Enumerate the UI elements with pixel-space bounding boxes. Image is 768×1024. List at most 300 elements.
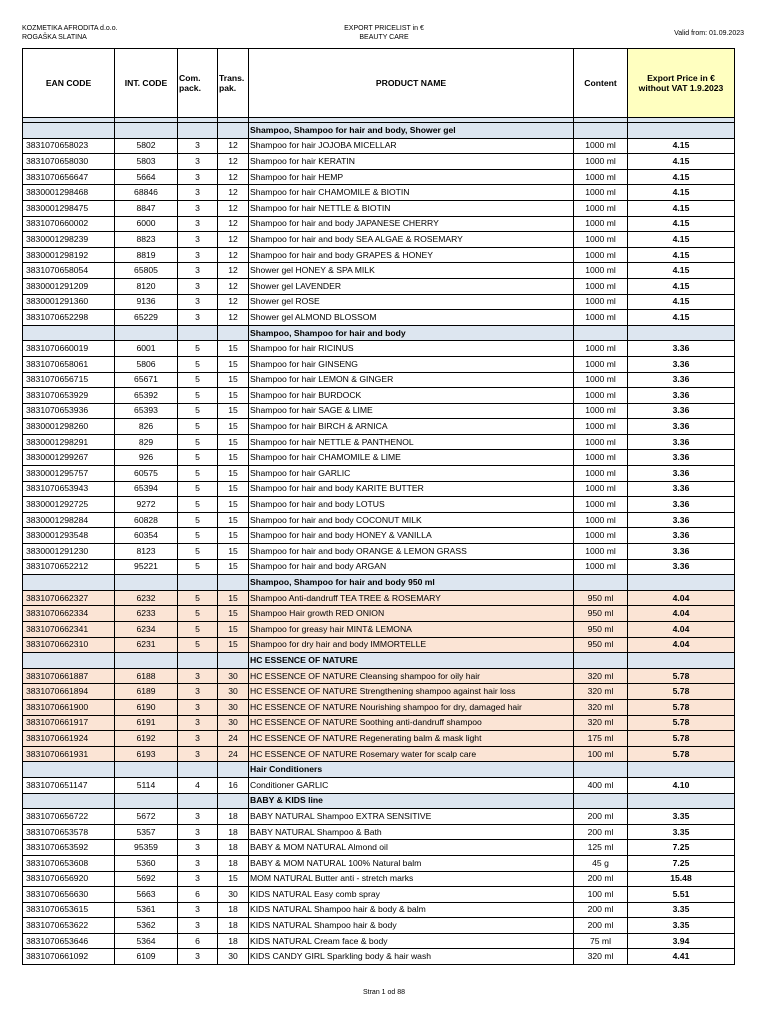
product-name-cell: HC ESSENCE OF NATURE Regenerating balm & mask light	[249, 731, 574, 747]
price-cell: 3.36	[628, 434, 735, 450]
product-name-cell: Shampoo for hair and body ARGAN	[249, 559, 574, 575]
price-cell: 4.15	[628, 154, 735, 170]
trans-pak-cell: 15	[218, 481, 249, 497]
price-cell: 3.35	[628, 809, 735, 825]
content-cell: 1000 ml	[574, 138, 628, 154]
trans-pak-cell: 12	[218, 294, 249, 310]
content-cell: 175 ml	[574, 731, 628, 747]
table-row	[23, 341, 735, 357]
product-name-cell: BABY NATURAL Shampoo EXTRA SENSITIVE	[249, 809, 574, 825]
table-row	[23, 559, 735, 575]
int-code-cell: 829	[115, 434, 178, 450]
trans-pak-cell: 16	[218, 777, 249, 793]
int-code-cell: 5692	[115, 871, 178, 887]
trans-pak-cell: 30	[218, 949, 249, 965]
int-code-cell: 5803	[115, 154, 178, 170]
price-cell: 3.36	[628, 544, 735, 560]
trans-pak-cell: 18	[218, 855, 249, 871]
com-pack-cell: 5	[178, 419, 218, 435]
content-cell: 950 ml	[574, 637, 628, 653]
product-name-cell: Shampoo for hair BURDOCK	[249, 388, 574, 404]
ean-code-cell: 3831070652212	[23, 559, 115, 575]
ean-code-cell: 3831070653578	[23, 824, 115, 840]
content-cell: 320 ml	[574, 949, 628, 965]
ean-code-cell: 3831070662310	[23, 637, 115, 653]
int-code-cell: 5114	[115, 777, 178, 793]
content-cell: 1000 ml	[574, 247, 628, 263]
price-cell: 3.35	[628, 902, 735, 918]
int-code-cell: 65393	[115, 403, 178, 419]
product-name-cell: BABY & MOM NATURAL 100% Natural balm	[249, 855, 574, 871]
product-name-cell: Shower gel HONEY & SPA MILK	[249, 263, 574, 279]
category-title: BABY & KIDS line	[249, 793, 574, 809]
product-name-cell: Shampoo Hair growth RED ONION	[249, 606, 574, 622]
table-row	[23, 933, 735, 949]
int-code-cell: 95221	[115, 559, 178, 575]
valid-from: Valid from: 01.09.2023	[674, 30, 744, 37]
int-code-cell: 5802	[115, 138, 178, 154]
product-name-cell: Conditioner GARLIC	[249, 777, 574, 793]
title-line2: BEAUTY CARE	[359, 34, 409, 41]
ean-code-cell: 3831070661900	[23, 699, 115, 715]
content-cell: 1000 ml	[574, 310, 628, 326]
com-pack-cell: 3	[178, 169, 218, 185]
price-cell: 4.15	[628, 247, 735, 263]
table-row	[23, 918, 735, 934]
com-pack-cell: 5	[178, 466, 218, 482]
int-code-cell: 65671	[115, 372, 178, 388]
table-row	[23, 949, 735, 965]
table-row	[23, 497, 735, 513]
product-name-cell: Shampoo for hair RICINUS	[249, 341, 574, 357]
price-cell: 5.78	[628, 731, 735, 747]
product-name-cell: HC ESSENCE OF NATURE Nourishing shampoo for dry, damaged hair	[249, 699, 574, 715]
price-cell: 4.15	[628, 169, 735, 185]
trans-pak-cell: 15	[218, 419, 249, 435]
trans-pak-cell: 15	[218, 434, 249, 450]
table-body	[23, 123, 735, 965]
company-name: KOZMETIKA AFRODITA d.o.o.	[22, 25, 118, 32]
ean-code-cell: 3831070658023	[23, 138, 115, 154]
content-cell: 1000 ml	[574, 200, 628, 216]
content-cell: 1000 ml	[574, 169, 628, 185]
product-name-cell: MOM NATURAL Butter anti - stretch marks	[249, 871, 574, 887]
int-code-cell: 60828	[115, 512, 178, 528]
ean-code-cell: 3830001298468	[23, 185, 115, 201]
product-name-cell: Shampoo for hair and body COCONUT MILK	[249, 512, 574, 528]
int-code-cell: 926	[115, 450, 178, 466]
ean-code-cell: 3830001298284	[23, 512, 115, 528]
com-pack-cell: 3	[178, 216, 218, 232]
product-name-cell: Shampoo for hair and body SEA ALGAE & ROSEMARY	[249, 232, 574, 248]
ean-code-cell: 3830001298475	[23, 200, 115, 216]
product-name-cell: KIDS NATURAL Easy comb spray	[249, 887, 574, 903]
ean-code-cell: 3831070651147	[23, 777, 115, 793]
ean-code-cell: 3831070661092	[23, 949, 115, 965]
table-row	[23, 606, 735, 622]
col-ean-header: EAN CODE	[23, 49, 115, 118]
product-name-cell: BABY & MOM NATURAL Almond oil	[249, 840, 574, 856]
com-pack-cell: 5	[178, 622, 218, 638]
trans-pak-cell: 15	[218, 497, 249, 513]
trans-pak-cell: 15	[218, 871, 249, 887]
product-name-cell: Shampoo for hair CHAMOMILE & LIME	[249, 450, 574, 466]
table-row	[23, 154, 735, 170]
int-code-cell: 65805	[115, 263, 178, 279]
com-pack-cell: 5	[178, 341, 218, 357]
table-row	[23, 699, 735, 715]
ean-code-cell: 3830001295757	[23, 466, 115, 482]
product-name-cell: Shampoo for hair and body GRAPES & HONEY	[249, 247, 574, 263]
com-pack-cell: 3	[178, 294, 218, 310]
ean-code-cell: 3831070656647	[23, 169, 115, 185]
int-code-cell: 5361	[115, 902, 178, 918]
ean-code-cell: 3831070656920	[23, 871, 115, 887]
content-cell: 1000 ml	[574, 497, 628, 513]
trans-pak-cell: 12	[218, 200, 249, 216]
com-pack-cell: 3	[178, 247, 218, 263]
product-name-cell: Shampoo for dry hair and body IMMORTELLE	[249, 637, 574, 653]
table-row	[23, 200, 735, 216]
com-pack-cell: 5	[178, 481, 218, 497]
ean-code-cell: 3831070656722	[23, 809, 115, 825]
int-code-cell: 65392	[115, 388, 178, 404]
ean-code-cell: 3830001291360	[23, 294, 115, 310]
table-row	[23, 466, 735, 482]
com-pack-cell: 3	[178, 746, 218, 762]
com-pack-cell: 3	[178, 154, 218, 170]
table-row	[23, 777, 735, 793]
trans-pak-cell: 12	[218, 154, 249, 170]
ean-code-cell: 3831070661917	[23, 715, 115, 731]
price-cell: 3.36	[628, 450, 735, 466]
content-cell: 1000 ml	[574, 341, 628, 357]
table-row	[23, 746, 735, 762]
price-cell: 4.04	[628, 606, 735, 622]
int-code-cell: 60575	[115, 466, 178, 482]
product-name-cell: Shower gel LAVENDER	[249, 278, 574, 294]
trans-pak-cell: 12	[218, 247, 249, 263]
trans-pak-cell: 18	[218, 824, 249, 840]
price-cell: 3.35	[628, 918, 735, 934]
table-row	[23, 481, 735, 497]
product-name-cell: Shampoo for hair and body LOTUS	[249, 497, 574, 513]
ean-code-cell: 3831070660019	[23, 341, 115, 357]
int-code-cell: 6234	[115, 622, 178, 638]
int-code-cell: 9136	[115, 294, 178, 310]
trans-pak-cell: 15	[218, 544, 249, 560]
ean-code-cell: 3830001292725	[23, 497, 115, 513]
ean-code-cell: 3830001298192	[23, 247, 115, 263]
price-cell: 5.78	[628, 715, 735, 731]
int-code-cell: 6188	[115, 668, 178, 684]
ean-code-cell: 3831070653622	[23, 918, 115, 934]
trans-pak-cell: 30	[218, 668, 249, 684]
product-name-cell: HC ESSENCE OF NATURE Soothing anti-dandruff shampoo	[249, 715, 574, 731]
product-name-cell: BABY NATURAL Shampoo & Bath	[249, 824, 574, 840]
ean-code-cell: 3831070658061	[23, 356, 115, 372]
price-cell: 3.36	[628, 356, 735, 372]
product-name-cell: HC ESSENCE OF NATURE Rosemary water for scalp care	[249, 746, 574, 762]
table-row	[23, 824, 735, 840]
com-pack-cell: 5	[178, 559, 218, 575]
com-pack-cell: 3	[178, 138, 218, 154]
price-cell: 4.15	[628, 138, 735, 154]
com-pack-cell: 5	[178, 512, 218, 528]
ean-code-cell: 3831070653943	[23, 481, 115, 497]
content-cell: 320 ml	[574, 715, 628, 731]
price-cell: 4.15	[628, 278, 735, 294]
table-row	[23, 684, 735, 700]
ean-code-cell: 3831070661931	[23, 746, 115, 762]
document-title	[0, 24, 768, 42]
com-pack-cell: 3	[178, 232, 218, 248]
ean-code-cell: 3831070653929	[23, 388, 115, 404]
product-name-cell: Shampoo for hair and body ORANGE & LEMON GRASS	[249, 544, 574, 560]
table-row	[23, 434, 735, 450]
price-cell: 7.25	[628, 855, 735, 871]
table-row	[23, 419, 735, 435]
content-cell: 1000 ml	[574, 372, 628, 388]
category-title: Shampoo, Shampoo for hair and body, Shower gel	[249, 123, 574, 139]
trans-pak-cell: 12	[218, 138, 249, 154]
ean-code-cell: 3831070653936	[23, 403, 115, 419]
table-header-row	[23, 49, 735, 118]
int-code-cell: 8823	[115, 232, 178, 248]
price-cell: 3.36	[628, 512, 735, 528]
col-product-name-header: PRODUCT NAME	[249, 49, 574, 118]
trans-pak-cell: 18	[218, 902, 249, 918]
price-cell: 4.15	[628, 232, 735, 248]
content-cell: 1000 ml	[574, 263, 628, 279]
com-pack-cell: 5	[178, 388, 218, 404]
product-name-cell: Shampoo for hair SAGE & LIME	[249, 403, 574, 419]
trans-pak-cell: 30	[218, 699, 249, 715]
content-cell: 1000 ml	[574, 450, 628, 466]
int-code-cell: 6001	[115, 341, 178, 357]
table-row	[23, 528, 735, 544]
content-cell: 320 ml	[574, 699, 628, 715]
com-pack-cell: 3	[178, 809, 218, 825]
int-code-cell: 6232	[115, 590, 178, 606]
price-cell: 3.35	[628, 824, 735, 840]
ean-code-cell: 3831070652298	[23, 310, 115, 326]
table-row	[23, 887, 735, 903]
ean-code-cell: 3830001299267	[23, 450, 115, 466]
com-pack-cell: 6	[178, 933, 218, 949]
product-name-cell: Shampoo for hair LEMON & GINGER	[249, 372, 574, 388]
trans-pak-cell: 18	[218, 840, 249, 856]
content-cell: 125 ml	[574, 840, 628, 856]
com-pack-cell: 5	[178, 637, 218, 653]
content-cell: 45 g	[574, 855, 628, 871]
price-cell: 4.41	[628, 949, 735, 965]
table-row	[23, 855, 735, 871]
price-cell: 3.36	[628, 497, 735, 513]
int-code-cell: 5362	[115, 918, 178, 934]
category-title: HC ESSENCE OF NATURE	[249, 653, 574, 669]
table-row	[23, 544, 735, 560]
table-row	[23, 450, 735, 466]
ean-code-cell: 3831070653608	[23, 855, 115, 871]
content-cell: 950 ml	[574, 606, 628, 622]
trans-pak-cell: 15	[218, 528, 249, 544]
category-title: Shampoo, Shampoo for hair and body	[249, 325, 574, 341]
content-cell: 1000 ml	[574, 388, 628, 404]
trans-pak-cell: 15	[218, 450, 249, 466]
int-code-cell: 8123	[115, 544, 178, 560]
content-cell: 100 ml	[574, 746, 628, 762]
table-row	[23, 310, 735, 326]
price-cell: 3.36	[628, 403, 735, 419]
content-cell: 200 ml	[574, 809, 628, 825]
table-row	[23, 622, 735, 638]
com-pack-cell: 5	[178, 356, 218, 372]
table-row	[23, 902, 735, 918]
price-cell: 5.78	[628, 746, 735, 762]
content-cell: 1000 ml	[574, 419, 628, 435]
table-row	[23, 637, 735, 653]
price-cell: 3.36	[628, 372, 735, 388]
com-pack-cell: 5	[178, 403, 218, 419]
int-code-cell: 95359	[115, 840, 178, 856]
pricelist-table	[22, 48, 735, 965]
trans-pak-cell: 24	[218, 746, 249, 762]
product-name-cell: Shampoo for hair GINSENG	[249, 356, 574, 372]
com-pack-cell: 3	[178, 263, 218, 279]
ean-code-cell: 3831070656715	[23, 372, 115, 388]
price-cell: 3.36	[628, 388, 735, 404]
price-cell: 3.94	[628, 933, 735, 949]
trans-pak-cell: 18	[218, 918, 249, 934]
col-com-pack-header: Com. pack.	[178, 49, 218, 118]
col-trans-pak-header: Trans. pak.	[218, 49, 249, 118]
table-row	[23, 356, 735, 372]
com-pack-cell: 3	[178, 902, 218, 918]
category-row	[23, 793, 735, 809]
ean-code-cell: 3830001293548	[23, 528, 115, 544]
trans-pak-cell: 12	[218, 185, 249, 201]
price-cell: 4.15	[628, 263, 735, 279]
trans-pak-cell: 12	[218, 278, 249, 294]
content-cell: 1000 ml	[574, 154, 628, 170]
int-code-cell: 5664	[115, 169, 178, 185]
com-pack-cell: 5	[178, 590, 218, 606]
content-cell: 1000 ml	[574, 434, 628, 450]
com-pack-cell: 3	[178, 278, 218, 294]
content-cell: 320 ml	[574, 668, 628, 684]
price-cell: 5.51	[628, 887, 735, 903]
com-pack-cell: 3	[178, 185, 218, 201]
table-row	[23, 263, 735, 279]
product-name-cell: KIDS NATURAL Shampoo hair & body	[249, 918, 574, 934]
category-row	[23, 325, 735, 341]
product-name-cell: Shampoo for hair CHAMOMILE & BIOTIN	[249, 185, 574, 201]
trans-pak-cell: 15	[218, 590, 249, 606]
com-pack-cell: 5	[178, 528, 218, 544]
category-row	[23, 762, 735, 778]
content-cell: 400 ml	[574, 777, 628, 793]
content-cell: 1000 ml	[574, 403, 628, 419]
table-row	[23, 715, 735, 731]
price-cell: 4.04	[628, 590, 735, 606]
int-code-cell: 6190	[115, 699, 178, 715]
product-name-cell: Shampoo for hair JOJOBA MICELLAR	[249, 138, 574, 154]
ean-code-cell: 3831070658030	[23, 154, 115, 170]
trans-pak-cell: 30	[218, 684, 249, 700]
category-row	[23, 575, 735, 591]
content-cell: 1000 ml	[574, 356, 628, 372]
ean-code-cell: 3831070653615	[23, 902, 115, 918]
content-cell: 1000 ml	[574, 481, 628, 497]
com-pack-cell: 3	[178, 855, 218, 871]
int-code-cell: 9272	[115, 497, 178, 513]
int-code-cell: 6189	[115, 684, 178, 700]
table-row	[23, 668, 735, 684]
trans-pak-cell: 15	[218, 372, 249, 388]
com-pack-cell: 6	[178, 887, 218, 903]
com-pack-cell: 5	[178, 450, 218, 466]
int-code-cell: 8819	[115, 247, 178, 263]
trans-pak-cell: 15	[218, 356, 249, 372]
trans-pak-cell: 15	[218, 341, 249, 357]
content-cell: 200 ml	[574, 824, 628, 840]
content-cell: 950 ml	[574, 590, 628, 606]
ean-code-cell: 3831070661894	[23, 684, 115, 700]
content-cell: 950 ml	[574, 622, 628, 638]
trans-pak-cell: 12	[218, 263, 249, 279]
price-cell: 3.36	[628, 341, 735, 357]
int-code-cell: 8120	[115, 278, 178, 294]
content-cell: 1000 ml	[574, 185, 628, 201]
trans-pak-cell: 15	[218, 622, 249, 638]
com-pack-cell: 3	[178, 715, 218, 731]
int-code-cell: 8847	[115, 200, 178, 216]
content-cell: 1000 ml	[574, 216, 628, 232]
int-code-cell: 6192	[115, 731, 178, 747]
com-pack-cell: 3	[178, 949, 218, 965]
trans-pak-cell: 15	[218, 403, 249, 419]
com-pack-cell: 3	[178, 668, 218, 684]
com-pack-cell: 3	[178, 840, 218, 856]
ean-code-cell: 3831070658054	[23, 263, 115, 279]
product-name-cell: KIDS NATURAL Cream face & body	[249, 933, 574, 949]
table-row	[23, 590, 735, 606]
product-name-cell: HC ESSENCE OF NATURE Strengthening shampoo against hair loss	[249, 684, 574, 700]
com-pack-cell: 3	[178, 871, 218, 887]
category-row	[23, 653, 735, 669]
trans-pak-cell: 15	[218, 637, 249, 653]
ean-code-cell: 3831070662334	[23, 606, 115, 622]
product-name-cell: Shampoo for greasy hair MINT& LEMONA	[249, 622, 574, 638]
product-name-cell: Shampoo for hair and body JAPANESE CHERRY	[249, 216, 574, 232]
int-code-cell: 6233	[115, 606, 178, 622]
trans-pak-cell: 15	[218, 512, 249, 528]
table-row	[23, 278, 735, 294]
trans-pak-cell: 12	[218, 169, 249, 185]
price-cell: 4.15	[628, 200, 735, 216]
com-pack-cell: 5	[178, 434, 218, 450]
content-cell: 1000 ml	[574, 528, 628, 544]
category-row	[23, 123, 735, 139]
price-cell: 7.25	[628, 840, 735, 856]
com-pack-cell: 4	[178, 777, 218, 793]
com-pack-cell: 3	[178, 731, 218, 747]
table-row	[23, 871, 735, 887]
ean-code-cell: 3831070661924	[23, 731, 115, 747]
title-line1: EXPORT PRICELIST in €	[344, 25, 424, 32]
product-name-cell: Shampoo for hair NETTLE & PANTHENOL	[249, 434, 574, 450]
